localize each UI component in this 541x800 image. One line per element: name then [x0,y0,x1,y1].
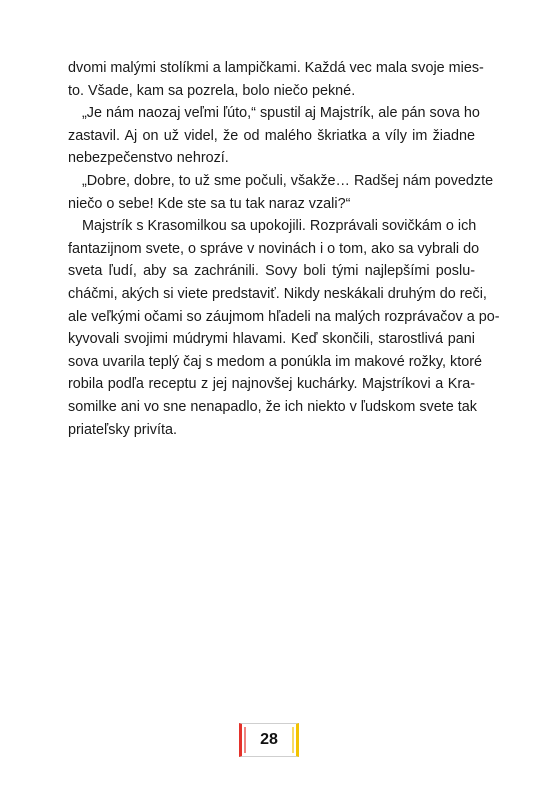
text-line: fantazijnom svete, o správe v novinách i o tom, ako sa vybrali do [68,240,480,257]
body-text [68,57,500,441]
text-line: Majstrík s Krasomilkou sa upokojili. Rozprávali sovičkám o ich [82,218,477,235]
text-line: dvomi malými stolíkmi a lampičkami. Každá vec mala svoje mies- [68,60,484,76]
text-line: ale veľkými očami so záujmom hľadeli na malých rozprávačov a po- [68,308,500,325]
text-line: cháčmi, akých si viete predstaviť. Nikdy neskákali druhým do reči, [68,285,487,302]
page-number-box [239,723,299,757]
text-line: nebezpečenstvo nehrozí. [68,150,229,167]
text-line: niečo o sebe! Kde ste sa tu tak naraz vzali?“ [68,195,351,212]
text-line: „Je nám naozaj veľmi ľúto,“ spustil aj Majstrík, ale pán sova ho [82,105,480,122]
text-line: sova uvarila teplý čaj s medom a ponúkla im makové rožky, ktoré [68,353,483,370]
text-line: robila podľa receptu z jej najnovšej kuchárky. Majstríkovi a Kra- [68,376,475,393]
text-line: to. Všade, kam sa pozrela, bolo niečo pekné. [68,82,356,99]
text-line: sveta ľudí, aby sa zachránili. Sovy boli tými najlepšími poslu- [68,263,475,280]
page-number: 28 [260,731,278,748]
text-line: priateľsky privíta. [68,421,177,438]
text-line: kyvovali svojimi múdrymi hlavami. Keď skončili, starostlivá pani [68,331,475,348]
text-line: somilke ani vo sne nenapadlo, že ich niekto v ľudskom svete tak [68,398,477,415]
text-line: „Dobre, dobre, to už sme počuli, všakže… Radšej nám povedzte [82,172,494,189]
text-line: zastavil. Aj on už videl, že od malého škriatka a víly im žiadne [68,127,475,144]
